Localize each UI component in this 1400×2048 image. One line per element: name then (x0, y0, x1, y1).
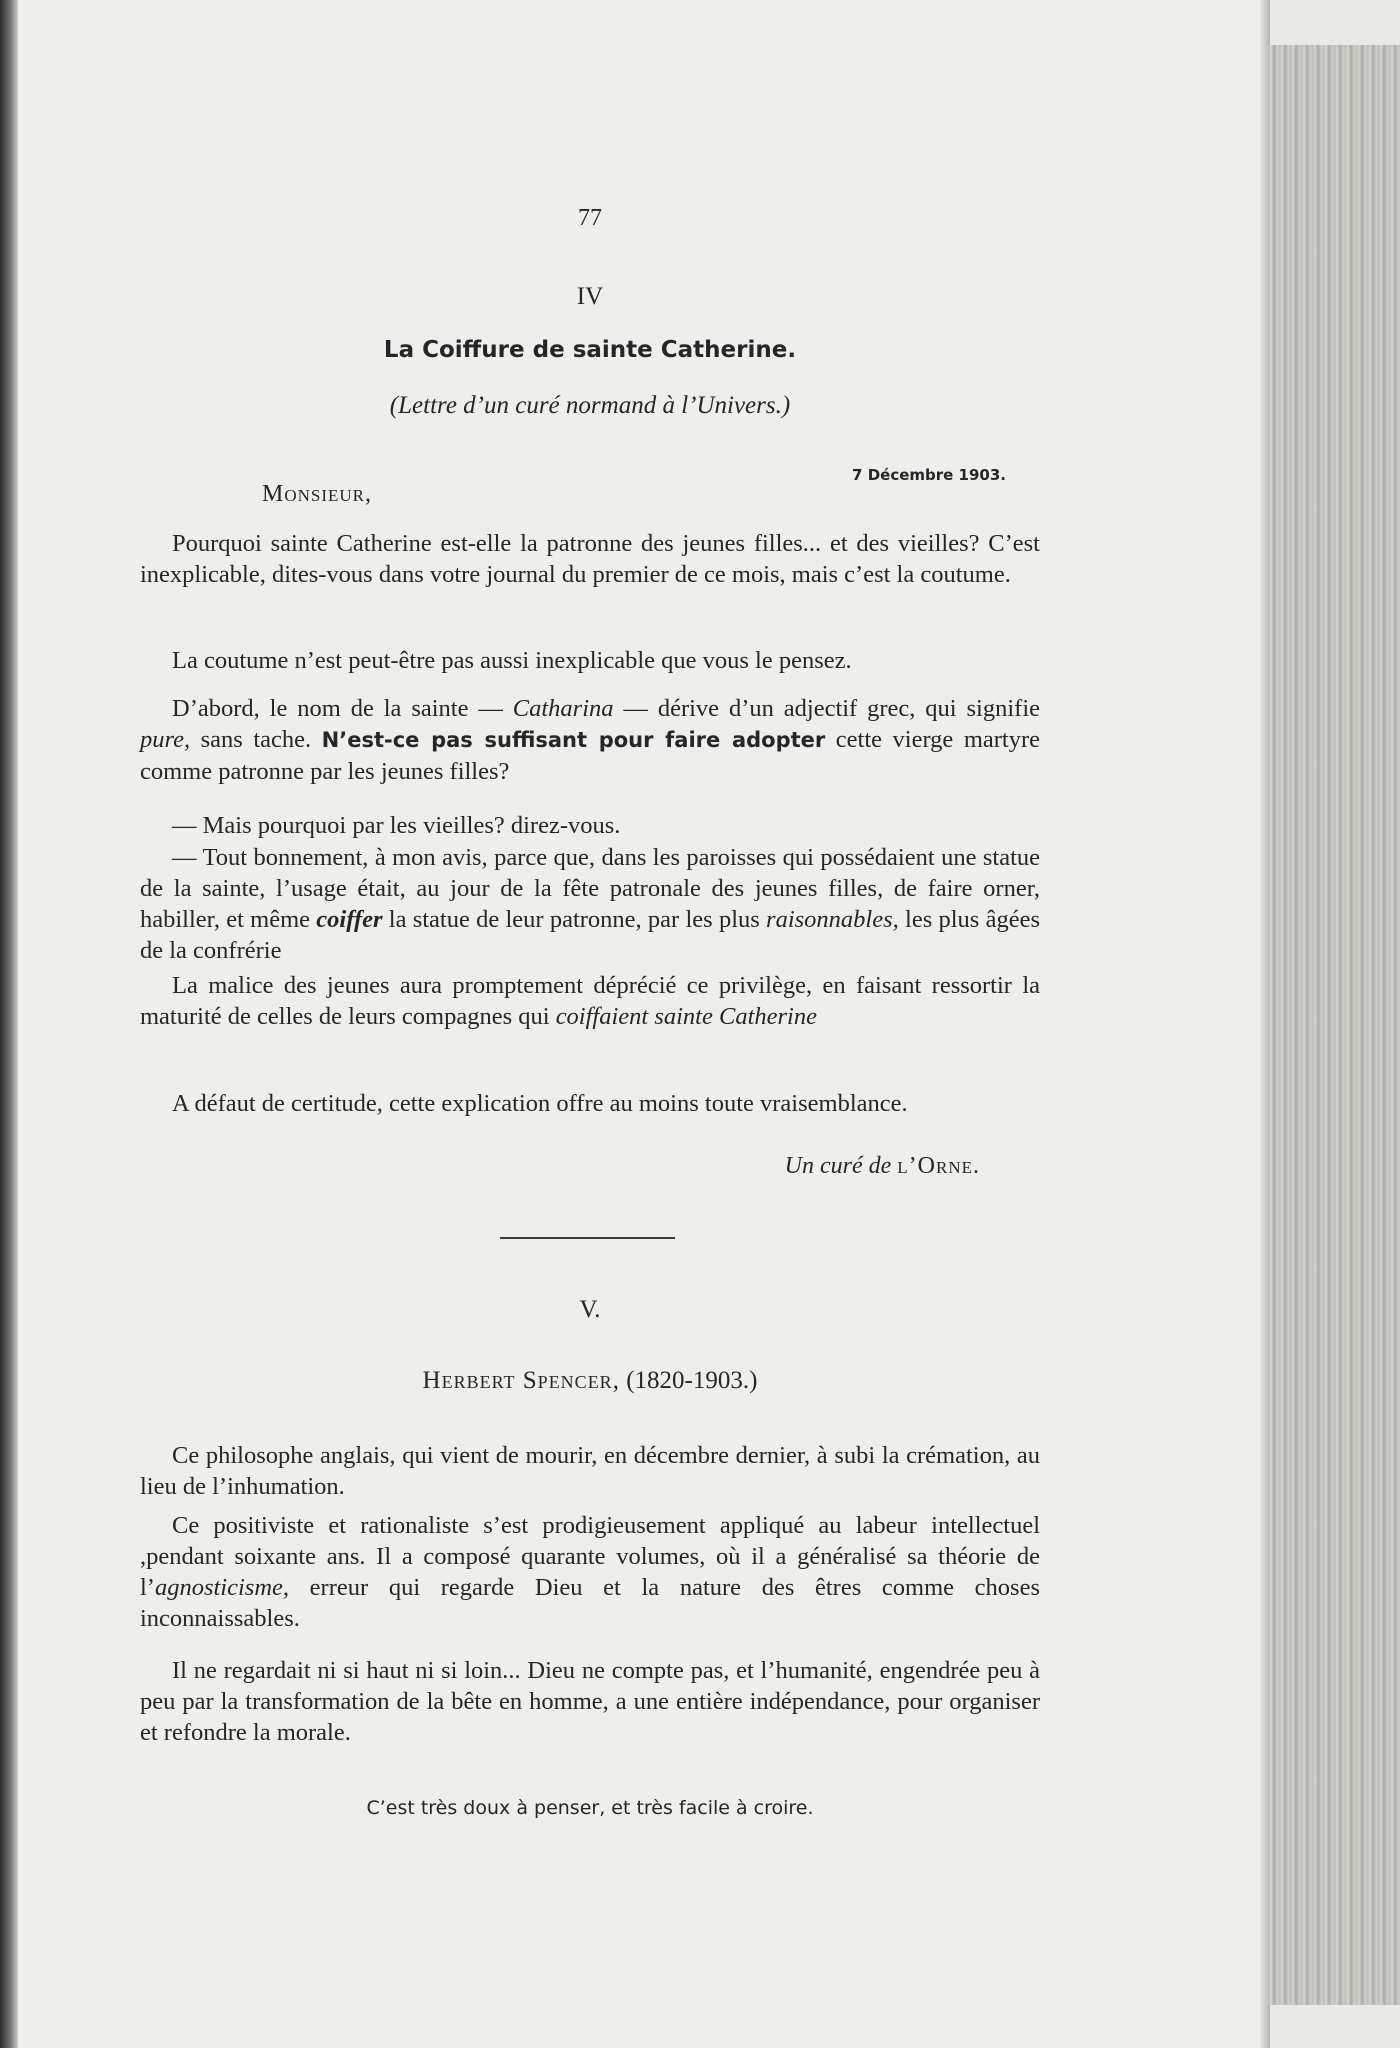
title-v-name: Herbert Spencer, (422, 1367, 620, 1394)
paragraph-7: A défaut de certitude, cette explication offre au moins toute vraisemblance. (172, 1090, 908, 1117)
book-spine-edge (0, 0, 18, 2048)
p3-text-b: — dérive d’un adjectif grec, qui signifie (613, 695, 1041, 722)
p5-text-c: les plus âgées de la confrérie (140, 906, 1040, 964)
paragraph-4: — Mais pourquoi par les vieilles? direz-vous. (172, 812, 621, 839)
p6-text-a: La malice des jeunes aura promptement déprécié ce privilège, en faisant ressortir la maturité de celles de leurs compagnes qui (140, 972, 1040, 1030)
letter-date: 7 Décembre 1903. (852, 466, 1006, 484)
p5-text-a: — Tout bonnement, à mon avis, parce que, dans les paroisses qui possédaient une statue de la sainte, l’usage était, au jour de la fête patronale des jeunes filles, de faire orner, habiller, et même (140, 844, 1040, 933)
p3-bold-phrase: N’est-ce pas suffisant pour faire adopter (321, 728, 826, 752)
signature-place: l’Orne. (897, 1153, 980, 1179)
q2-text-a: Ce positiviste et rationaliste s’est prodigieusement appliqué au labeur intellectuel ,pendant soixante ans. Il a composé quarante volumes, où il a généralisé sa théorie de l’ (140, 1512, 1040, 1601)
paragraph-6 (140, 970, 1040, 1032)
p5-word-raisonnables: raisonnables, (766, 906, 899, 933)
q2-text-b: erreur qui regarde Dieu et la nature des êtres comme choses inconnaissables. (140, 1574, 1040, 1632)
p3-text-c: sans tache. (190, 726, 322, 753)
paragraph-5 (140, 842, 1040, 966)
title-v-dates: (1820-1903.) (626, 1367, 758, 1394)
closing-line: C’est très doux à penser, et très facile à croire. (366, 1797, 814, 1819)
section-title-v (140, 1367, 1040, 1395)
stacked-page-edges (1266, 45, 1400, 2005)
p3-word-pure: pure, (140, 726, 191, 753)
section-numeral-v: V. (579, 1296, 601, 1323)
p6-phrase-coiffaient: coiffaient sainte Catherine (555, 1003, 817, 1030)
section-numeral-iv: IV (576, 283, 604, 310)
paragraph-2: La coutume n’est peut-être pas aussi inexplicable que vous le pensez. (172, 647, 852, 674)
spencer-paragraph-3: Il ne regardait ni si haut ni si loin... Dieu ne compte pas, et l’humanité, engendrée peu à peu par la transformation de la bête en homme, a une entière indépendance, pour organiser et refondre la morale. (140, 1657, 1040, 1746)
spencer-paragraph-2 (140, 1510, 1040, 1634)
page-number: 77 (578, 205, 602, 231)
p3-text-d: cette vierge martyre comme patronne par les jeunes filles? (140, 726, 1040, 785)
p3-text-a: D’abord, le nom de la sainte — (172, 695, 513, 722)
paragraph-1: Pourquoi sainte Catherine est-elle la patronne des jeunes filles... et des vieilles? C’est inexplicable, dites-vous dans votre journal du premier de ce mois, mais c’est la coutume. (140, 530, 1040, 588)
letter-signature (500, 1153, 980, 1180)
p3-name-catharina: Catharina (512, 695, 614, 722)
letter-salutation: Monsieur, (262, 481, 373, 507)
spencer-paragraph-1: Ce philosophe anglais, qui vient de mourir, en décembre dernier, à subi la crémation, au lieu de l’inhumation. (140, 1442, 1040, 1500)
section-subtitle-iv: (Lettre d’un curé normand à l’Univers.) (389, 392, 791, 419)
section-title-iv: La Coiffure de sainte Catherine. (383, 337, 797, 363)
paragraph-3 (140, 693, 1040, 787)
p5-text-b: la statue de leur patronne, par les plus (382, 906, 767, 933)
section-divider (500, 1237, 675, 1239)
q2-word-agnosticisme: agnosticisme, (154, 1574, 290, 1601)
p5-word-coiffer: coiffer (316, 906, 383, 933)
signature-italic: Un curé de (784, 1153, 892, 1179)
